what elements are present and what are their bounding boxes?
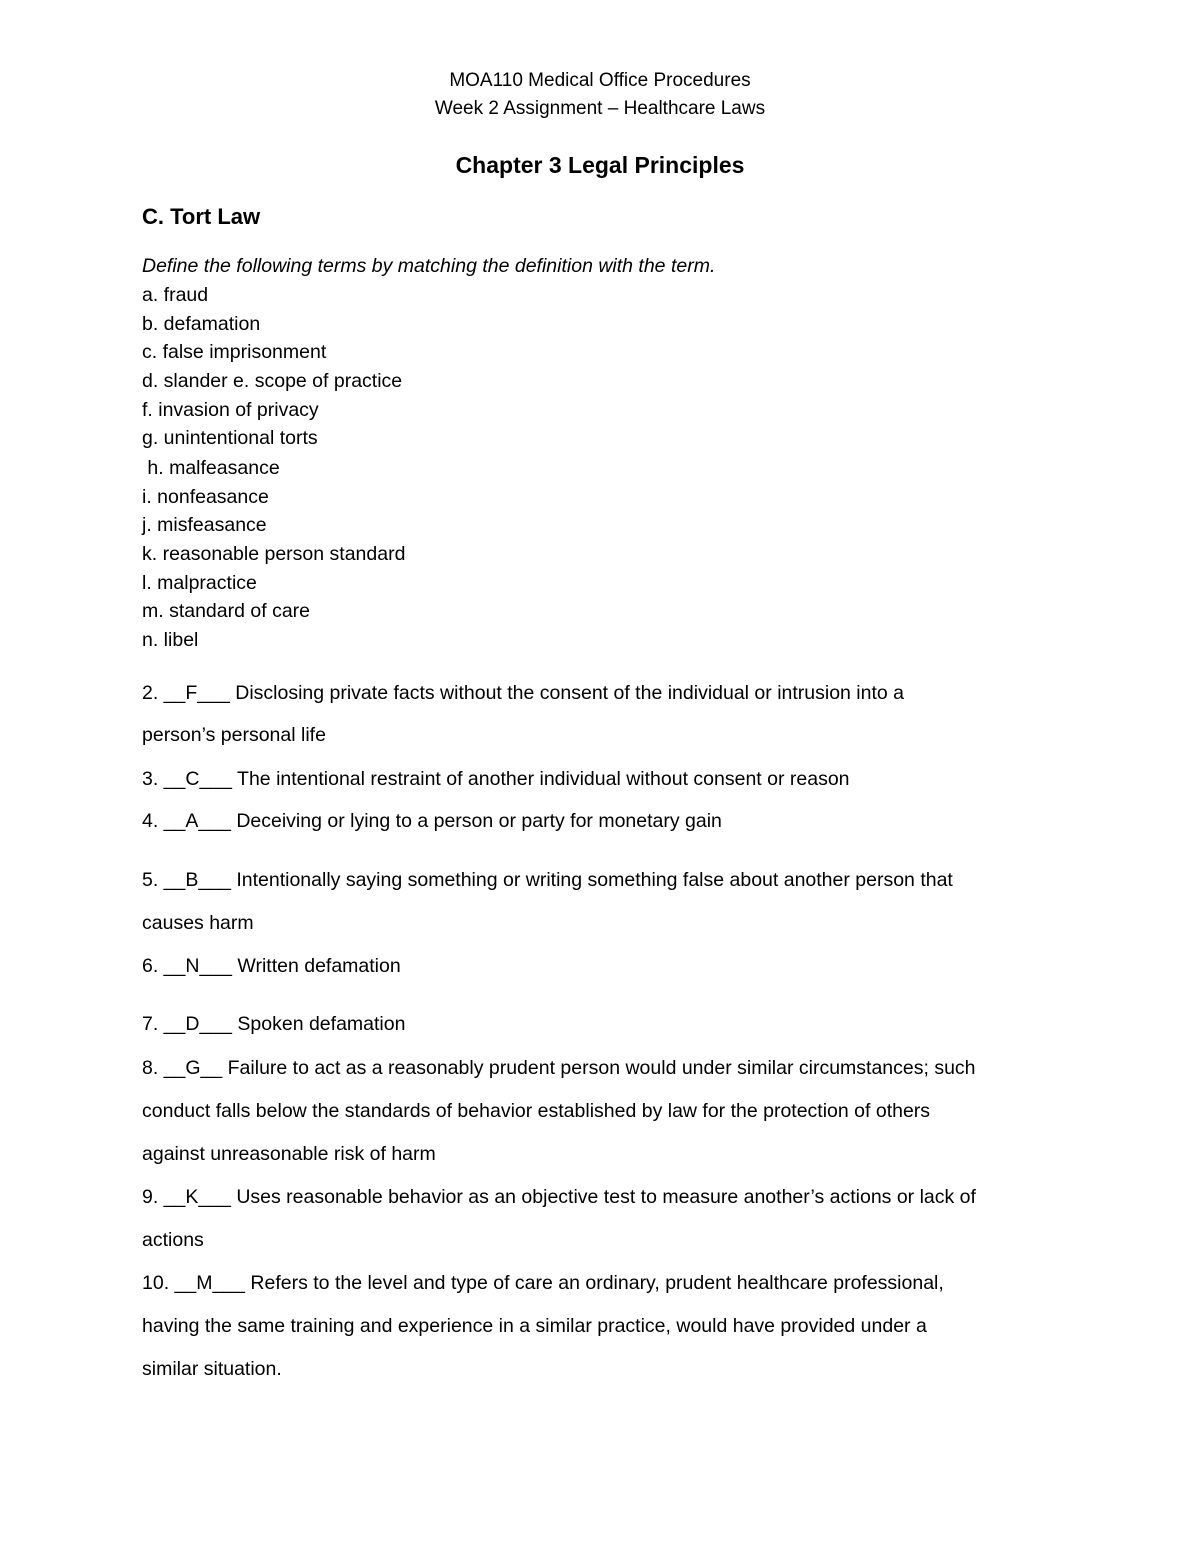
question-line: 10. __M___ Refers to the level and type of care an ordinary, prudent healthcare professional, — [142, 1272, 944, 1294]
question-line: 8. __G__ Failure to act as a reasonably prudent person would under similar circumstances; such — [142, 1057, 976, 1079]
question-line: causes harm — [142, 912, 254, 934]
question-line: 4. __A___ Deceiving or lying to a person or party for monetary gain — [142, 810, 722, 832]
question-line: actions — [142, 1229, 204, 1251]
question-line: having the same training and experience in a similar practice, would have provided under a — [142, 1315, 927, 1337]
term-item: h. malfeasance — [142, 457, 280, 479]
question-line: person’s personal life — [142, 724, 326, 746]
course-title: MOA110 Medical Office Procedures — [449, 70, 751, 91]
question-line: 7. __D___ Spoken defamation — [142, 1013, 406, 1035]
question-line: against unreasonable risk of harm — [142, 1143, 436, 1165]
term-item: k. reasonable person standard — [142, 543, 406, 565]
term-item: c. false imprisonment — [142, 341, 327, 363]
term-item: n. libel — [142, 629, 199, 651]
question-line: 5. __B___ Intentionally saying something or writing something false about another person that — [142, 869, 953, 891]
question-line: 2. __F___ Disclosing private facts without the consent of the individual or intrusion into a — [142, 682, 905, 704]
question-line: 6. __N___ Written defamation — [142, 955, 401, 977]
instructions: Define the following terms by matching the definition with the term. — [142, 255, 716, 277]
section-heading: C. Tort Law — [142, 204, 261, 229]
term-item: m. standard of care — [142, 600, 310, 622]
assignment-title: Week 2 Assignment – Healthcare Laws — [434, 98, 766, 119]
question-line: similar situation. — [142, 1358, 282, 1380]
question-line: conduct falls below the standards of behavior established by law for the protection of others — [142, 1100, 931, 1122]
question-line: 9. __K___ Uses reasonable behavior as an objective test to measure another’s actions or lack of — [142, 1186, 976, 1208]
term-item: i. nonfeasance — [142, 486, 269, 508]
term-item: d. slander e. scope of practice — [142, 370, 403, 392]
term-item: a. fraud — [142, 284, 209, 306]
term-item: b. defamation — [142, 313, 261, 335]
term-item: j. misfeasance — [142, 514, 267, 536]
term-item: g. unintentional torts — [142, 427, 318, 449]
term-item: l. malpractice — [142, 572, 257, 594]
chapter-title: Chapter 3 Legal Principles — [455, 152, 745, 178]
term-item: f. invasion of privacy — [142, 399, 319, 421]
question-line: 3. __C___ The intentional restraint of another individual without consent or reason — [142, 768, 850, 790]
